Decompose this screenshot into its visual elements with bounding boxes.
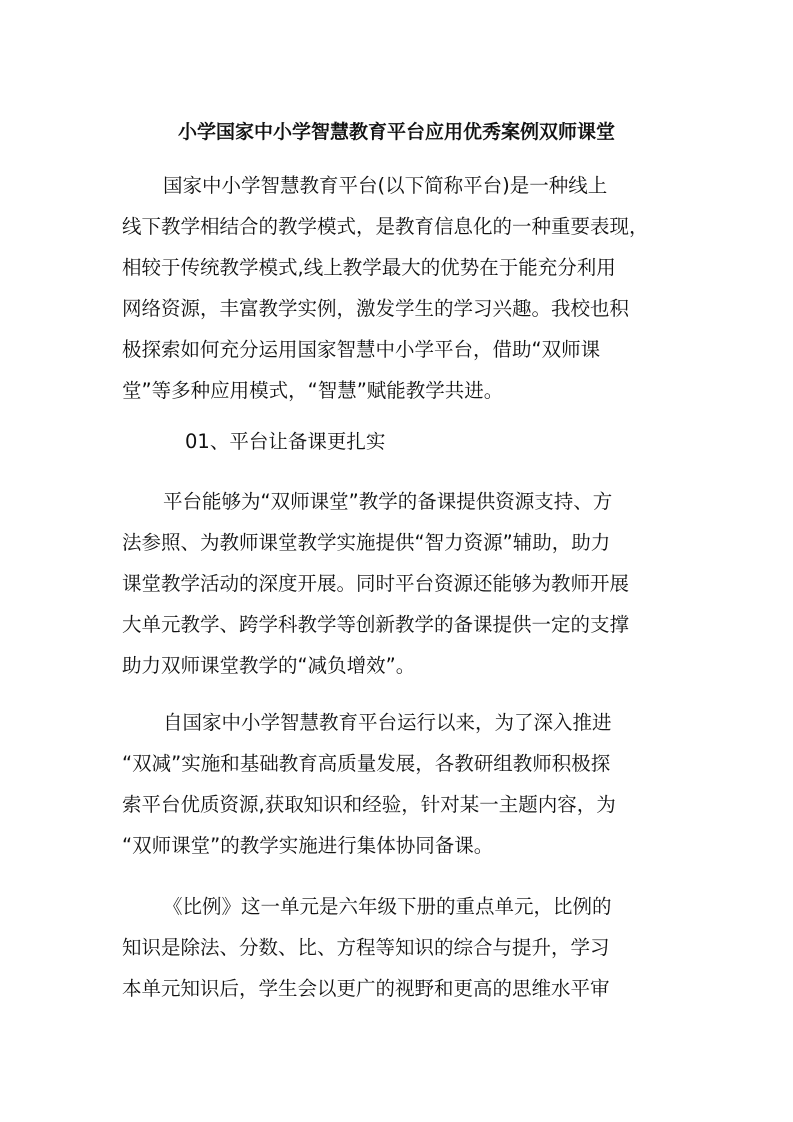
paragraph-4-line-2: 知识是除法、分数、比、方程等知识的综合与提升，学习 [122, 936, 610, 959]
paragraph-2-line-3: 课堂教学活动的深度开展。同时平台资源还能够为教师开展 [122, 572, 630, 595]
paragraph-1-line-5: 极探索如何充分运用国家智慧中小学平台，借助“双师课 [122, 338, 601, 361]
paragraph-1-line-6: 堂”等多种应用模式，“智慧”赋能教学共进。 [122, 379, 504, 402]
paragraph-2-line-1: 平台能够为“双师课堂”教学的备课提供资源支持、方 [163, 490, 613, 513]
section-heading: 01、平台让备课更扎实 [185, 430, 386, 453]
paragraph-4-line-1: 《比例》这一单元是六年级下册的重点单元，比例的 [163, 895, 612, 918]
paragraph-2-line-5: 助力双师课堂教学的“减负增效”。 [122, 654, 416, 677]
paragraph-3-line-1: 自国家中小学智慧教育平台运行以来，为了深入推进 [163, 711, 612, 734]
paragraph-2-line-2: 法参照、为教师课堂教学实施提供“智力资源”辅助，助力 [122, 531, 611, 554]
paragraph-3-line-2: “双减”实施和基础教育高质量发展，各教研组教师积极探 [122, 752, 611, 775]
paragraph-4-line-3: 本单元知识后，学生会以更广的视野和更高的思维水平审 [122, 977, 610, 1000]
paragraph-1-line-1: 国家中小学智慧教育平台(以下简称平台)是一种线上 [163, 174, 608, 197]
paragraph-1-line-3: 相较于传统教学模式,线上教学最大的优势在于能充分利用 [122, 256, 616, 279]
paragraph-1-line-4: 网络资源，丰富教学实例，激发学生的学习兴趣。我校也积 [122, 297, 630, 320]
paragraph-3-line-3: 索平台优质资源,获取知识和经验，针对某一主题内容，为 [122, 793, 616, 816]
paragraph-1-line-2: 线下教学相结合的教学模式，是教育信息化的一种重要表现， [122, 215, 649, 238]
document-title: 小学国家中小学智慧教育平台应用优秀案例双师课堂 [177, 121, 615, 143]
paragraph-2-line-4: 大单元教学、跨学科教学等创新教学的备课提供一定的支撑 [122, 613, 630, 636]
paragraph-3-line-4: “双师课堂”的教学实施进行集体协同备课。 [122, 834, 494, 857]
